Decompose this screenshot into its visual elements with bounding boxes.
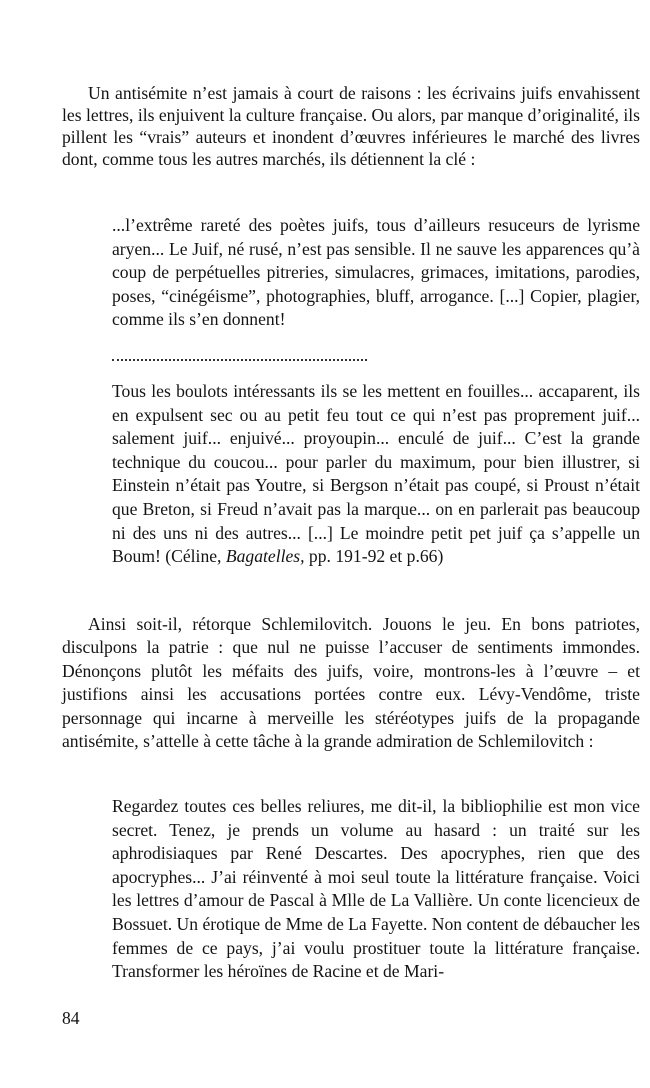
block-quote-1: ...l’extrême rareté des poètes juifs, tous d’ailleurs resuceurs de lyrisme aryen... Le Juif, né rusé, n’est pas sensible. Il ne sauve les apparences qu’à coup de perpétuelles pitreries, simulacres, grimaces, imitations, parodies, poses, “cinégéisme”, photographies, bluff, arrogance. [...] Copier, plagier, comme ils s’en donnent! bbox=[112, 215, 640, 330]
quote-2-work-title: Bagatelles, bbox=[225, 546, 305, 567]
body-paragraph-1: Un antisémite n’est jamais à court de raisons : les écrivains juifs envahissent les lettres, ils enjuivent la culture française. Ou alors, par manque d’originalité, ils pillent les “vrais” auteurs et inondent d’œuvres inférieures le marché des livres dont, comme tous les autres marchés, ils détiennent la clé : bbox=[62, 83, 640, 169]
body-paragraph-2: Ainsi soit-il, rétorque Schlemilovitch. Jouons le jeu. En bons patriotes, disculpons la patrie : que nul ne puisse l’accuser de sentiments immondes. Dénonçons plutôt les méfaits des juifs, voire, montrons-les à l’œuvre – et justifions ainsi les accusations portées contre eux. Lévy-Vendôme, triste personnage qui incarne à merveille les stéréotypes juifs de la propagande antisémite, s’attelle à cette tâche à la grande admiration de Schlemilovitch : bbox=[62, 614, 640, 752]
block-quote-2 bbox=[112, 380, 640, 569]
block-quote-3: Regardez toutes ces belles reliures, me dit-il, la bibliophilie est mon vice secret. Tenez, je prends un volume au hasard : un traité sur les aphrodisiaques par René Descartes. Des apocryphes, rien que des apocryphes... J’ai réinventé à moi seul toute la littérature française. Voici les lettres d’amour de Pascal à Mlle de La Vallière. Un conte licencieux de Bossuet. Un érotique de Mme de La Fayette. Non content de débaucher les femmes de ce pays, j’ai voulu prostituer toute la littérature française. Transformer les héroïnes de Racine et de Mari- bbox=[112, 796, 640, 982]
quote-2-text: Tous les boulots intéressants ils se les mettent en fouilles... accaparent, ils en expulsent sec ou au petit feu tout ce qui n’est pas proprement juif... salement juif... enjuivé... proyoupin... enculé de juif... C’est la grande technique du coucou... pour parler du maximum, pour bien illustrer, si Einstein n’était pas Youtre, si Bergson n’était pas coupé, si Proust n’était que Breton, si Freud n’avait pas la marque... on en parlerait pas beaucoup ni des uns ni des autres... [...] Le moindre petit pet juif ça s’appelle un Boum! (Céline, bbox=[112, 381, 640, 567]
page-number: 84 bbox=[62, 1008, 80, 1028]
quote-2-citation: pp. 191-92 et p.66) bbox=[304, 546, 444, 567]
quote-separator bbox=[112, 359, 367, 361]
